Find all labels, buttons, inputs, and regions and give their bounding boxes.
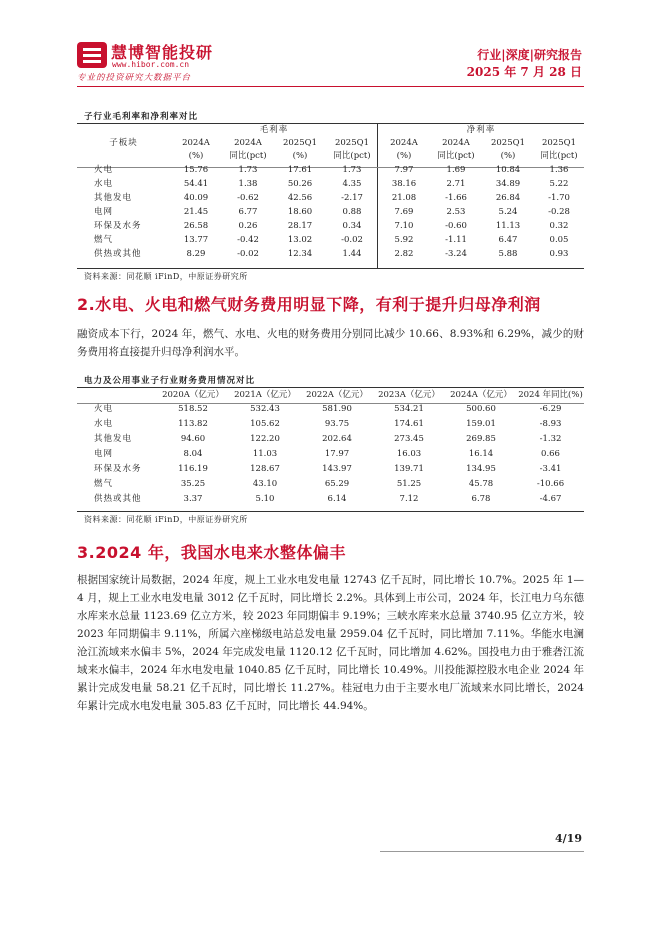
- table-cell: 1.36: [549, 164, 569, 175]
- table-cell: 174.61: [394, 419, 424, 429]
- table1-col-head: 2024A: [442, 138, 470, 148]
- table-cell: 134.95: [466, 464, 496, 474]
- table-cell: 532.43: [250, 404, 280, 414]
- table-cell: 4.35: [342, 178, 362, 189]
- table2-top-rule: [77, 387, 584, 388]
- table-row: [77, 233, 584, 247]
- table-cell: 0.93: [549, 248, 569, 259]
- table-cell: 2.82: [394, 248, 414, 259]
- table-cell: 7.10: [394, 220, 414, 231]
- table-cell: 1.38: [238, 178, 258, 189]
- table-cell: 6.77: [238, 206, 258, 217]
- table1-group-net: 净利率: [466, 125, 496, 135]
- table-cell: 12.34: [287, 248, 313, 259]
- table-cell: 18.60: [287, 206, 313, 217]
- table-cell: 45.78: [468, 479, 494, 489]
- table-row: [77, 492, 584, 507]
- table-cell: 8.29: [186, 248, 206, 259]
- table1-col-head: 2025Q1: [490, 138, 525, 148]
- table-row: [77, 205, 584, 219]
- table-cell: 0.88: [342, 206, 362, 217]
- table-cell: 65.29: [324, 479, 350, 489]
- table-row: [77, 219, 584, 233]
- table-cell: 26.84: [495, 192, 521, 203]
- table-cell: 0.26: [238, 220, 258, 231]
- table1-col-unit: (%): [500, 151, 516, 161]
- table-cell: 3.37: [183, 494, 203, 504]
- header-divider: [77, 86, 584, 87]
- table-row: [77, 402, 584, 417]
- logo-slogan: 专业的投资研究大数据平台: [77, 73, 192, 83]
- table1-group-row: [77, 124, 584, 137]
- row-label: 环保及水务: [94, 220, 142, 231]
- table-cell: 50.26: [287, 178, 313, 189]
- row-label: 环保及水务: [94, 464, 142, 474]
- table2-col-head: 2020A（亿元）: [162, 390, 224, 400]
- table-cell: 0.32: [549, 220, 569, 231]
- report-category: 行业|深度|研究报告: [477, 48, 582, 62]
- table-cell: 11.03: [252, 449, 278, 459]
- table-cell: 1.44: [342, 248, 362, 259]
- row-label: 水电: [94, 178, 114, 189]
- table1-col-head: 2024A: [234, 138, 262, 148]
- table-cell: 581.90: [322, 404, 352, 414]
- table-cell: 21.08: [391, 192, 417, 203]
- row-label: 水电: [94, 419, 114, 429]
- section2-paragraph: 融资成本下行，2024 年，燃气、水电、火电的财务费用分别同比减少 10.66、8.93%和 6.29%，减少的财务费用将直接提升归母净利润水平。: [77, 328, 584, 358]
- logo-icon: [77, 42, 107, 68]
- table1-group-gross: 毛利率: [259, 125, 289, 135]
- table2-head-row: [77, 389, 584, 402]
- table-cell: -0.28: [548, 206, 570, 217]
- row-label: 火电: [94, 404, 114, 414]
- table-cell: -4.67: [539, 494, 562, 504]
- table-row: [77, 447, 584, 462]
- table2-col-head: 2024 年同比(%): [518, 390, 583, 400]
- table1-col-head: 2024A: [182, 138, 210, 148]
- table-row: [77, 247, 584, 261]
- table-cell: 10.84: [495, 164, 521, 175]
- table-cell: -0.62: [237, 192, 259, 203]
- table-cell: 40.09: [183, 192, 209, 203]
- table-cell: -2.17: [341, 192, 363, 203]
- table-cell: 2.53: [446, 206, 466, 217]
- table-row: [77, 432, 584, 447]
- table2-col-head: 2022A（亿元）: [306, 390, 368, 400]
- table-cell: 5.24: [498, 206, 518, 217]
- table-cell: 35.25: [180, 479, 206, 489]
- table2-source: 资料来源：同花顺 iFinD，中原证券研究所: [84, 515, 248, 524]
- table-cell: -0.42: [237, 234, 259, 245]
- table-cell: -1.11: [445, 234, 467, 245]
- table-row: [77, 477, 584, 492]
- table-cell: 5.22: [549, 178, 569, 189]
- table-cell: 26.58: [183, 220, 209, 231]
- table1-head-row: [77, 137, 584, 150]
- table2-title: 电力及公用事业子行业财务费用情况对比: [84, 376, 256, 386]
- row-label: 火电: [94, 164, 114, 175]
- table-cell: 6.47: [498, 234, 518, 245]
- table1: [77, 124, 584, 261]
- header-info: [467, 47, 582, 81]
- table-cell: 7.12: [399, 494, 419, 504]
- table-row: [77, 462, 584, 477]
- table-cell: 16.14: [468, 449, 494, 459]
- table-cell: 534.21: [394, 404, 424, 414]
- section3-paragraph: 根据国家统计局数据，2024 年度，规上工业水电发电量 12743 亿千瓦时，同比增长 10.7%。2025 年 1—4 月，规上工业水电发电量 3012 亿千瓦时，同比增长 2.2%。具体到上市公司，2024 年，长江电力乌东德水库来水总量 1123.69 亿立方米，较 2023 年同期偏丰 9.19%；三峡水库来水总量 3740.95 亿立方米，较 2023 年同期偏丰 9.11%，所属六座梯级电站总发电量 2959.04 亿千瓦时，同比增加 7.11%。华能水电澜沧江流域来水偏丰 5%，2024 年完成发电量 1120.12 亿千瓦时，同比增加 4.62%。国投电力由于雅砻江流域来水偏丰，2024 年水电发电量 1040.85 亿千瓦时，同比增长 10.49%。川投能源控股水电企业 2024 年累计完成发电量 58.21 亿千瓦时，同比增长 11.27%。桂冠电力由于主要水电厂流域来水同比增长，2024 年累计完成水电发电量 305.83 亿千瓦时，同比增长 44.94%。: [77, 574, 584, 712]
- table-cell: 6.78: [471, 494, 491, 504]
- table-cell: -10.66: [536, 479, 565, 489]
- table2-col-head: 2023A（亿元）: [378, 390, 440, 400]
- table-cell: 15.76: [183, 164, 209, 175]
- footer-divider: [380, 851, 584, 852]
- page-number: 4/19: [555, 832, 582, 845]
- table-cell: -1.32: [539, 434, 562, 444]
- section2-title: 2.水电、火电和燃气财务费用明显下降，有利于提升归母净利润: [77, 295, 541, 314]
- table-cell: 43.10: [252, 479, 278, 489]
- table1-col-sub: 子板块: [109, 138, 138, 148]
- table-cell: 5.92: [394, 234, 414, 245]
- report-date: 2025 年 7 月 28 日: [466, 65, 582, 79]
- table-cell: 5.10: [255, 494, 275, 504]
- logo-url: www.hibor.com.cn: [112, 60, 190, 69]
- table-cell: 122.20: [250, 434, 280, 444]
- section3-title: 3.2024 年，我国水电来水整体偏丰: [77, 543, 346, 562]
- table-cell: -0.02: [237, 248, 259, 259]
- table-cell: -1.66: [445, 192, 467, 203]
- table-cell: 7.97: [394, 164, 414, 175]
- table-cell: 128.67: [250, 464, 280, 474]
- table1-col-head: 2025Q1: [334, 138, 369, 148]
- table-cell: 17.61: [287, 164, 313, 175]
- table-cell: -3.41: [539, 464, 562, 474]
- table-cell: 0.34: [342, 220, 362, 231]
- table-cell: -0.60: [445, 220, 467, 231]
- row-label: 其他发电: [94, 192, 133, 203]
- table1-bottom-rule: [77, 268, 584, 269]
- table-cell: 113.82: [178, 419, 208, 429]
- table1-col-unit: (%): [396, 151, 412, 161]
- table-cell: 1.73: [238, 164, 258, 175]
- table-cell: 116.19: [178, 464, 208, 474]
- table1-col-unit: 同比(pct): [437, 151, 475, 161]
- table-cell: 28.17: [287, 220, 313, 231]
- table-cell: 17.97: [324, 449, 350, 459]
- table2-col-head: [77, 389, 157, 402]
- table-cell: 94.60: [180, 434, 206, 444]
- row-label: 电网: [94, 206, 114, 217]
- table-cell: 42.56: [287, 192, 313, 203]
- table1-col-unit: 同比(pct): [333, 151, 371, 161]
- table1-col-unit: (%): [188, 151, 204, 161]
- table-row: [77, 163, 584, 177]
- table-cell: 34.89: [495, 178, 521, 189]
- table-cell: -3.24: [445, 248, 467, 259]
- table-cell: 51.25: [396, 479, 422, 489]
- table-cell: -1.70: [548, 192, 570, 203]
- table-row: [77, 191, 584, 205]
- table1-col-unit: 同比(pct): [540, 151, 578, 161]
- row-label: 电网: [94, 449, 114, 459]
- table-cell: 2.71: [446, 178, 466, 189]
- table-cell: 38.16: [391, 178, 417, 189]
- table-cell: -6.29: [539, 404, 562, 414]
- table1-col-unit: (%): [292, 151, 308, 161]
- table2-col-head: 2024A（亿元）: [450, 390, 512, 400]
- table2: [77, 389, 584, 507]
- table1-title: 子行业毛利率和净利率对比: [84, 112, 199, 122]
- table-cell: 159.01: [466, 419, 496, 429]
- table-cell: 93.75: [324, 419, 350, 429]
- table-cell: 13.02: [287, 234, 313, 245]
- table-cell: 143.97: [322, 464, 352, 474]
- table2-col-head: 2021A（亿元）: [234, 390, 296, 400]
- table-cell: 54.41: [183, 178, 209, 189]
- table-cell: 500.60: [466, 404, 496, 414]
- table1-col-unit: 同比(pct): [229, 151, 267, 161]
- table1-source: 资料来源：同花顺 iFinD，中原证券研究所: [84, 272, 248, 281]
- table-cell: 7.69: [394, 206, 414, 217]
- table-cell: 16.03: [396, 449, 422, 459]
- row-label: 供热或其他: [94, 248, 142, 259]
- row-label: 燃气: [94, 234, 114, 245]
- table-cell: 13.77: [183, 234, 209, 245]
- table1-col-head: 2025Q1: [282, 138, 317, 148]
- table-cell: 202.64: [322, 434, 352, 444]
- table-cell: 0.66: [541, 449, 560, 459]
- row-label: 燃气: [94, 479, 114, 489]
- table1-unit-row: [77, 150, 584, 163]
- table-cell: 269.85: [466, 434, 496, 444]
- table-row: [77, 417, 584, 432]
- logo-title: 慧博智能投研: [111, 43, 214, 62]
- table-cell: 6.14: [327, 494, 347, 504]
- table-cell: 0.05: [549, 234, 569, 245]
- table-cell: 1.73: [342, 164, 362, 175]
- table2-bottom-rule: [77, 511, 584, 512]
- table-cell: 8.04: [183, 449, 203, 459]
- row-label: 其他发电: [94, 434, 133, 444]
- table-cell: 11.13: [495, 220, 521, 231]
- table-cell: -0.02: [341, 234, 363, 245]
- table-cell: 1.69: [446, 164, 466, 175]
- row-label: 供热或其他: [94, 494, 142, 504]
- table-cell: -8.93: [539, 419, 562, 429]
- table-cell: 518.52: [178, 404, 208, 414]
- table-cell: 273.45: [394, 434, 424, 444]
- table-cell: 21.45: [183, 206, 209, 217]
- table1-col-head: 2024A: [390, 138, 418, 148]
- table-row: [77, 177, 584, 191]
- table-cell: 5.88: [498, 248, 518, 259]
- table1-col-head: 2025Q1: [541, 138, 576, 148]
- table-cell: 105.62: [250, 419, 280, 429]
- table-cell: 139.71: [394, 464, 424, 474]
